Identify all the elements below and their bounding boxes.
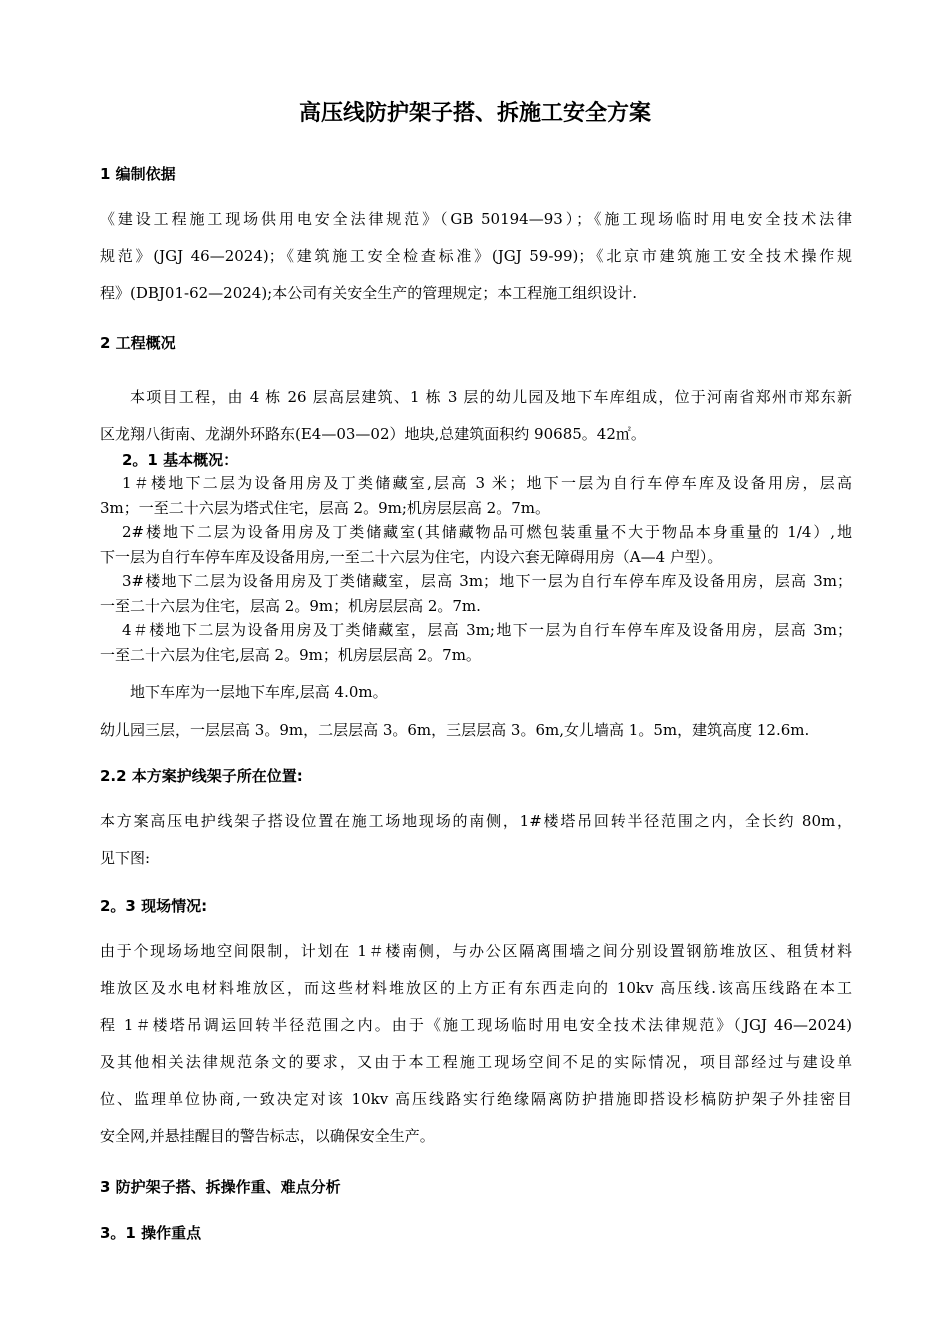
text-line: 本方案高压电护线架子搭设位置在施工场地现场的南侧，1#楼塔吊回转半径范围之内，全长约 80m，: [100, 812, 852, 830]
text-line: 3m；一至二十六层为塔式住宅，层高 2。9m;机房层层高 2。7m。: [100, 498, 550, 517]
text-line: 4＃楼地下二层为设备用房及丁类储藏室，层高 3m;地下一层为自行车停车库及设备用房，层高 3m；: [122, 621, 852, 639]
text-line: 程 1＃楼塔吊调运回转半径范围之内。由于《施工现场临时用电安全技术法律规范》（JGJ 46—2024): [100, 1016, 852, 1034]
text-line: 程》(DBJ01-62—2024);本公司有关安全生产的管理规定；本工程施工组织设计.: [100, 284, 638, 302]
text-line: 及其他相关法律规范条文的要求，又由于本工程施工现场空间不足的实际情况，项目部经过与建设单: [100, 1053, 852, 1071]
subsection-2-1-heading: 2。1 基本概况：: [122, 451, 239, 469]
text-line: 一至二十六层为住宅，层高 2。9m；机房层层高 2。7m.: [100, 596, 481, 615]
subsection-2-2-heading: 2.2 本方案护线架子所在位置:: [100, 767, 303, 785]
text-line: 一至二十六层为住宅,层高 2。9m；机房层层高 2。7m。: [100, 645, 481, 664]
section-3-heading: 3 防护架子搭、拆操作重、难点分析: [100, 1178, 341, 1196]
text-line: 区龙翔八街南、龙湖外环路东(E4—03—02）地块,总建筑面积约 90685。42㎡。: [100, 425, 646, 443]
site-situation-paragraph: [100, 933, 852, 1155]
document-title: 高压线防护架子搭、拆施工安全方案: [298, 100, 651, 126]
section-1-heading: 1 编制依据: [100, 165, 176, 183]
section-2-intro: [100, 379, 852, 453]
text-line: 1＃楼地下二层为设备用房及丁类储藏室,层高 3 米；地下一层为自行车停车库及设备用房，层高: [122, 474, 852, 492]
text-line: 下一层为自行车停车库及设备用房,一至二十六层为住宅，内设六套无障碍用房（A—4 户型）。: [100, 547, 723, 566]
text-line: 堆放区及水电材料堆放区，而这些材料堆放区的上方正有东西走向的 10kv 高压线.该高压线路在本工: [100, 979, 852, 997]
section-2-heading: 2 工程概况: [100, 334, 176, 352]
basic-overview-paragraph: [100, 471, 852, 667]
garage-text: 地下车库为一层地下车库,层高 4.0m。: [130, 683, 388, 701]
subsection-3-1-heading: 3。1 操作重点: [100, 1224, 202, 1242]
text-line: 2#楼地下二层为设备用房及丁类储藏室(其储藏物品可燃包装重量不大于物品本身重量的 1/4）,地: [122, 523, 852, 541]
text-line: 3#楼地下二层为设备用房及丁类储藏室，层高 3m；地下一层为自行车停车库及设备用房，层高 3m；: [122, 572, 852, 590]
section-1-paragraph: [100, 201, 852, 312]
text-line: 安全网,并悬挂醒目的警告标志，以确保安全生产。: [100, 1127, 435, 1145]
text-line: 由于个现场场地空间限制，计划在 1＃楼南侧，与办公区隔离围墙之间分别设置钢筋堆放区、租赁材料: [100, 942, 852, 960]
text-line: 见下图:: [100, 849, 151, 867]
location-paragraph: [100, 803, 852, 877]
text-line: 本项目工程，由 4 栋 26 层高层建筑、1 栋 3 层的幼儿园及地下车库组成，位于河南省郑州市郑东新: [130, 388, 852, 406]
text-line: 位、监理单位协商,一致决定对该 10kv 高压线路实行绝缘隔离防护措施即搭设杉槁防护架子外挂密目: [100, 1090, 852, 1108]
text-line: 《建设工程施工现场供用电安全法律规范》（GB 50194—93）；《施工现场临时用电安全技术法律: [100, 210, 852, 228]
kindergarten-text: 幼儿园三层，一层层高 3。9m，二层层高 3。6m，三层层高 3。6m,女儿墙高 1。5m，建筑高度 12.6m.: [100, 721, 810, 739]
subsection-2-3-heading: 2。3 现场情况:: [100, 897, 208, 915]
text-line: 规范》(JGJ 46—2024)；《建筑施工安全检查标准》(JGJ 59-99)；《北京市建筑施工安全技术操作规: [100, 247, 852, 265]
